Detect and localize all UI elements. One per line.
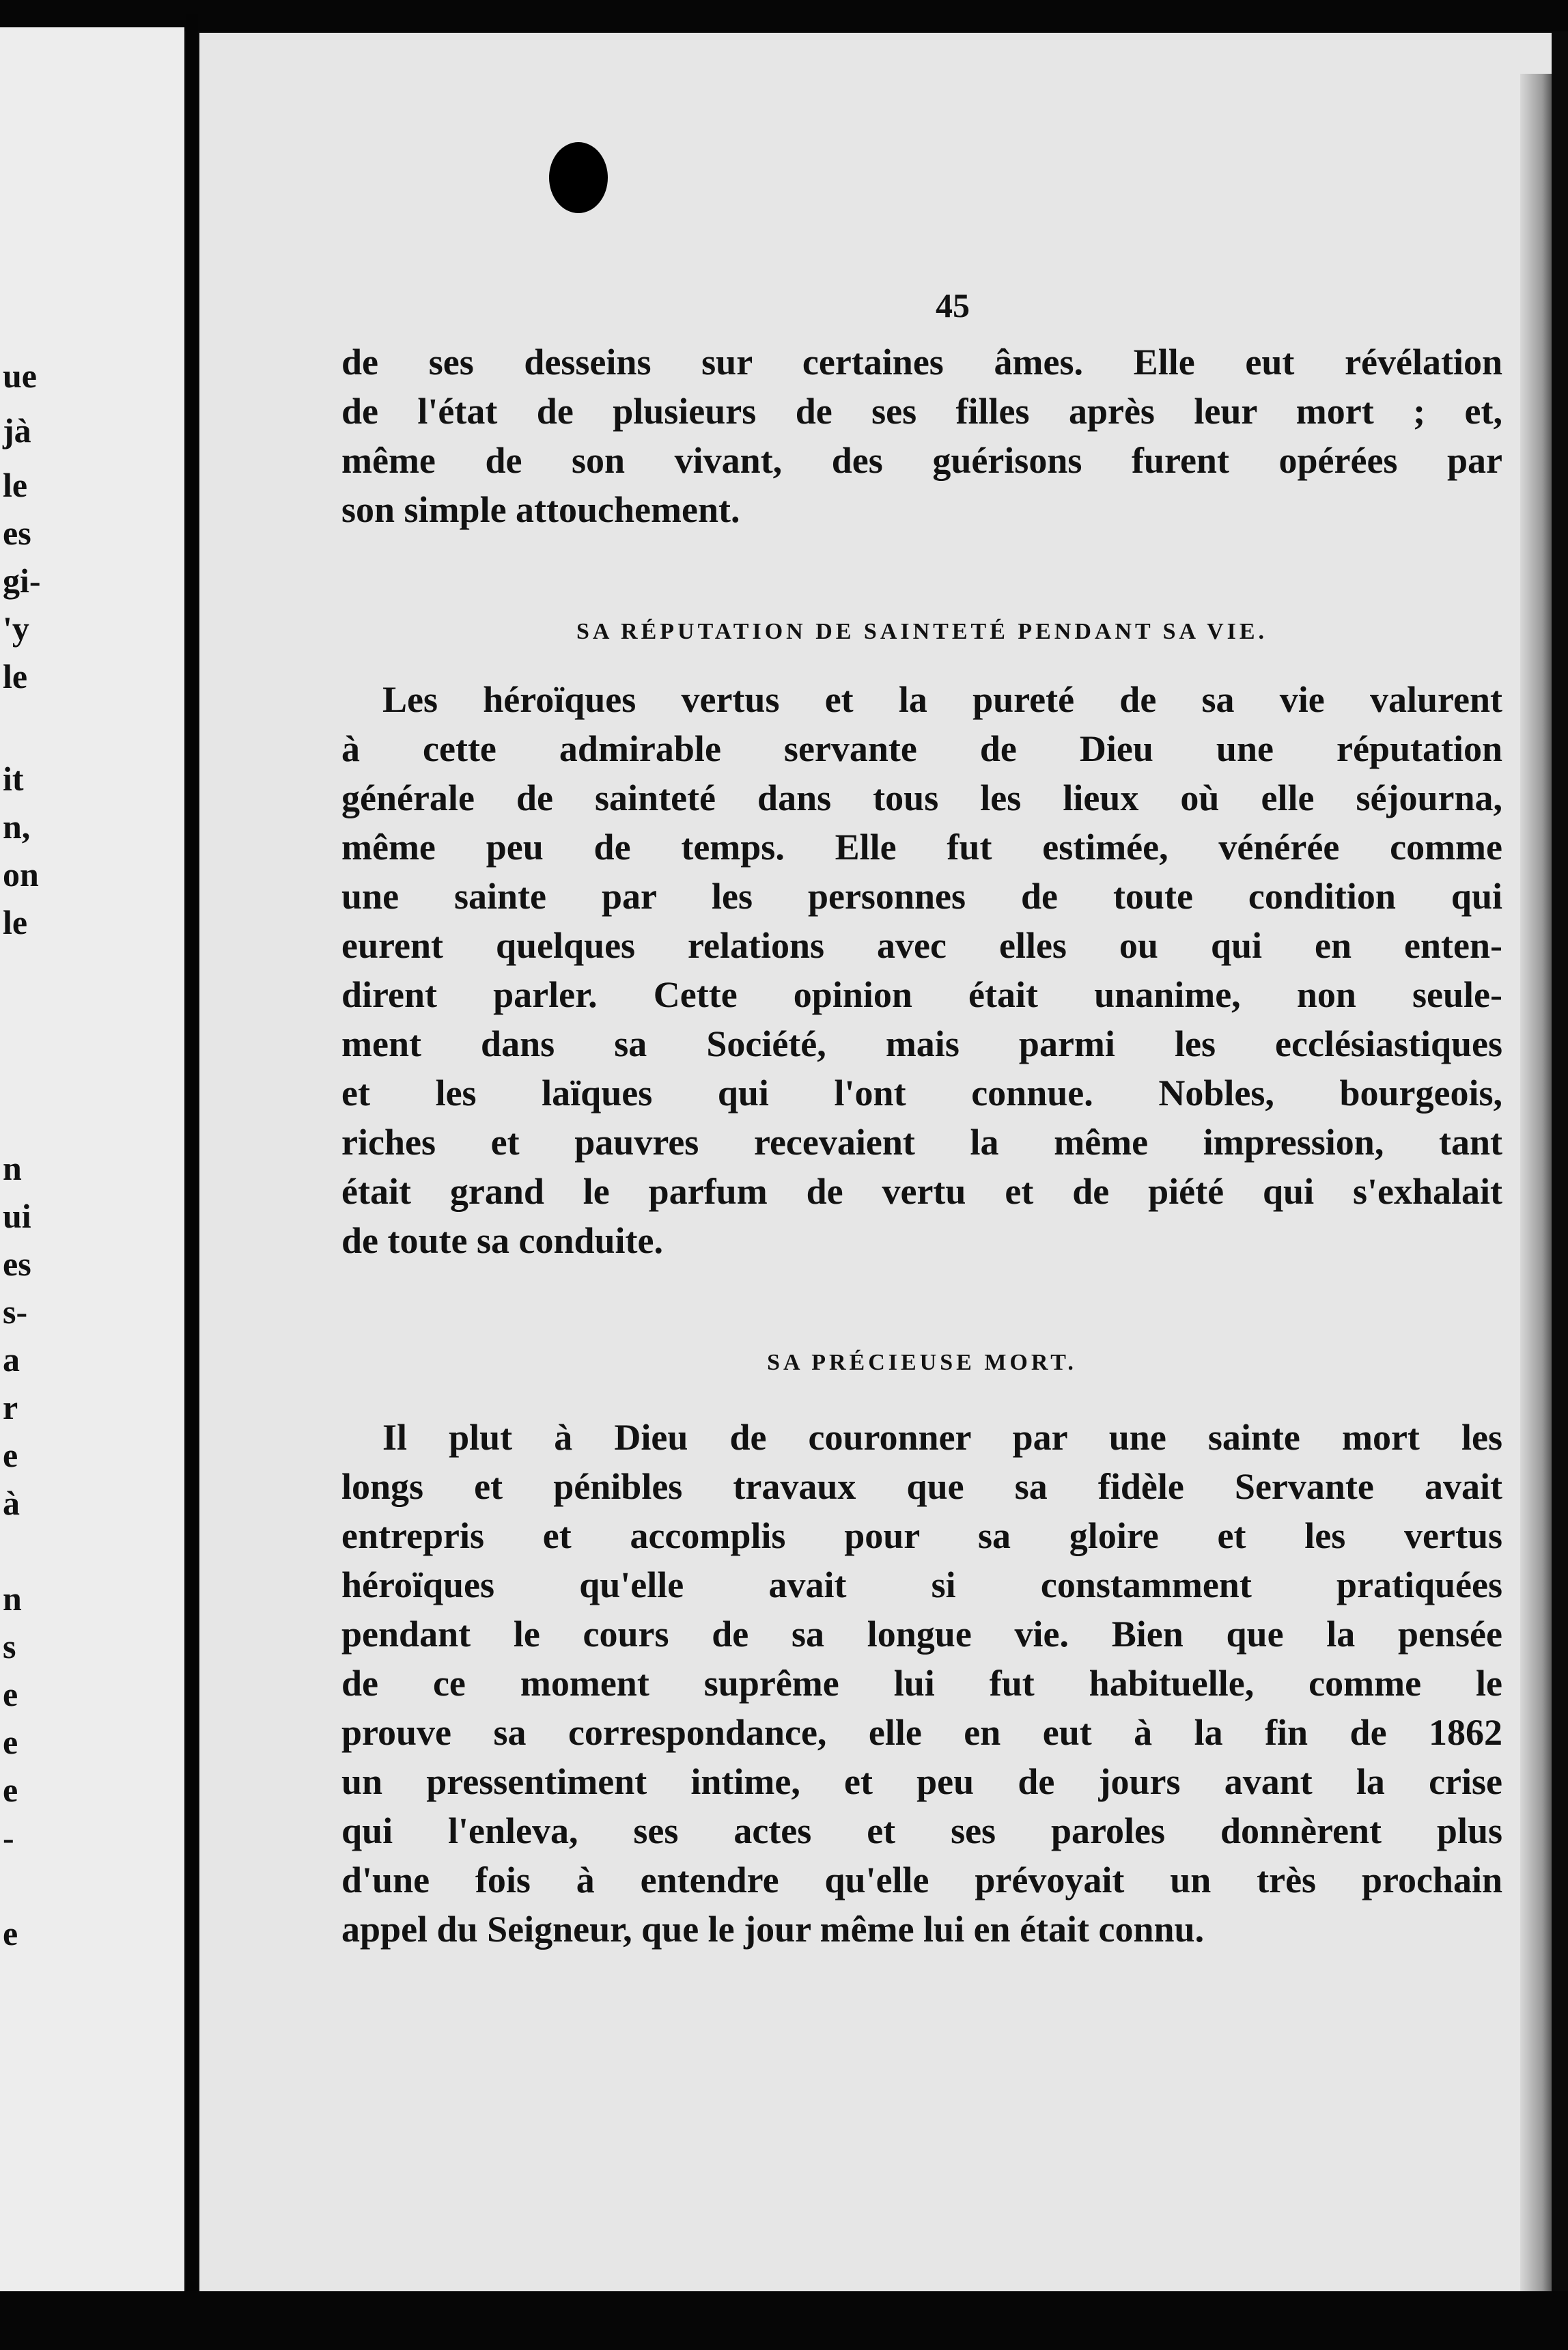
text-line: un pressentiment intime, et peu de jours avant la crise xyxy=(341,1761,1502,1802)
fragment-text: gi- xyxy=(3,562,41,600)
reputation-paragraph xyxy=(341,675,1502,1265)
text-line: qui l'enleva, ses actes et ses paroles donnèrent plus xyxy=(341,1810,1502,1851)
facing-page-edge xyxy=(0,27,184,2302)
text-line: et les laïques qui l'ont connue. Nobles, bourgeois, xyxy=(341,1073,1502,1114)
text-line: de toute sa conduite. xyxy=(341,1220,663,1261)
page-edge-shadow xyxy=(1520,74,1552,2321)
section-heading-death: SA PRÉCIEUSE MORT. xyxy=(767,1350,1077,1375)
scan-top-border xyxy=(0,0,1568,31)
text-line: héroïques qu'elle avait si constamment pratiquées xyxy=(341,1564,1502,1605)
fragment-text: s- xyxy=(3,1292,28,1331)
fragment-text: it xyxy=(3,760,24,798)
death-paragraph xyxy=(341,1413,1502,1954)
text-line: prouve sa correspondance, elle en eut à la fin de 1862 xyxy=(341,1712,1502,1753)
text-line: de ses desseins sur certaines âmes. Elle eut révélation xyxy=(341,342,1502,383)
text-line: appel du Seigneur, que le jour même lui en était connu. xyxy=(341,1909,1205,1950)
text-line: Les héroïques vertus et la pureté de sa vie valurent xyxy=(382,679,1502,720)
text-line: de l'état de plusieurs de ses filles après leur mort ; et, xyxy=(341,391,1502,432)
fragment-text: n, xyxy=(3,807,31,846)
fragment-text: jà xyxy=(3,411,31,450)
fragment-text: e xyxy=(3,1914,18,1952)
fragment-text: ui xyxy=(3,1197,31,1235)
fragment-text: a xyxy=(3,1340,20,1379)
section-heading-reputation: SA RÉPUTATION DE SAINTETÉ PENDANT SA VIE. xyxy=(576,619,1268,644)
text-line: à cette admirable servante de Dieu une réputation xyxy=(341,728,1502,769)
book-page xyxy=(199,33,1552,2294)
text-line: entrepris et accomplis pour sa gloire et les vertus xyxy=(341,1515,1502,1556)
page-text xyxy=(341,286,1502,1954)
text-line: Il plut à Dieu de couronner par une sainte mort les xyxy=(382,1417,1502,1458)
text-line: de ce moment suprême lui fut habituelle, comme le xyxy=(341,1663,1502,1704)
text-line: était grand le parfum de vertu et de piété qui s'exhalait xyxy=(341,1171,1502,1212)
scan-bottom-border xyxy=(0,2291,1568,2350)
fragment-text: e xyxy=(3,1436,18,1474)
fragment-text: le xyxy=(3,903,28,941)
fragment-text: s xyxy=(3,1627,16,1665)
fragment-text: 'y xyxy=(3,609,29,648)
fragment-text: n xyxy=(3,1149,22,1187)
intro-paragraph xyxy=(341,337,1502,534)
fragment-text: n xyxy=(3,1579,22,1618)
text-line: même peu de temps. Elle fut estimée, vénérée comme xyxy=(341,827,1502,868)
text-line: même de son vivant, des guérisons furent opérées par xyxy=(341,440,1502,481)
facing-page-text-fragments xyxy=(0,27,184,2302)
text-line: dirent parler. Cette opinion était unanime, non seule- xyxy=(341,974,1502,1015)
fragment-text: on xyxy=(3,855,39,894)
fragment-text: e xyxy=(3,1723,18,1761)
page-number: 45 xyxy=(936,286,970,324)
fragment-text: le xyxy=(3,466,28,504)
text-line: son simple attouchement. xyxy=(341,489,740,530)
text-line: d'une fois à entendre qu'elle prévoyait un très prochain xyxy=(341,1860,1502,1900)
book-gutter xyxy=(186,14,198,2343)
text-line: pendant le cours de sa longue vie. Bien que la pensée xyxy=(341,1614,1502,1655)
text-line: une sainte par les personnes de toute condition qui xyxy=(341,876,1502,917)
text-line: eurent quelques relations avec elles ou qui en enten- xyxy=(341,925,1502,966)
fragment-text: à xyxy=(3,1484,20,1522)
fragment-text: ue xyxy=(3,357,37,395)
fragment-text: r xyxy=(3,1388,18,1426)
fragment-text: e xyxy=(3,1675,18,1713)
text-line: riches et pauvres recevaient la même impression, tant xyxy=(341,1122,1502,1163)
fragment-text: es xyxy=(3,1245,31,1283)
fragment-text: le xyxy=(3,657,28,695)
text-line: longs et pénibles travaux que sa fidèle Servante avait xyxy=(341,1466,1502,1507)
text-line: ment dans sa Société, mais parmi les ecclésiastiques xyxy=(341,1023,1502,1064)
fragment-text: es xyxy=(3,514,31,552)
fragment-text: - xyxy=(3,1819,14,1857)
text-line: générale de sainteté dans tous les lieux où elle séjourna, xyxy=(341,777,1502,818)
fragment-text: e xyxy=(3,1771,18,1809)
punch-hole xyxy=(549,142,608,213)
